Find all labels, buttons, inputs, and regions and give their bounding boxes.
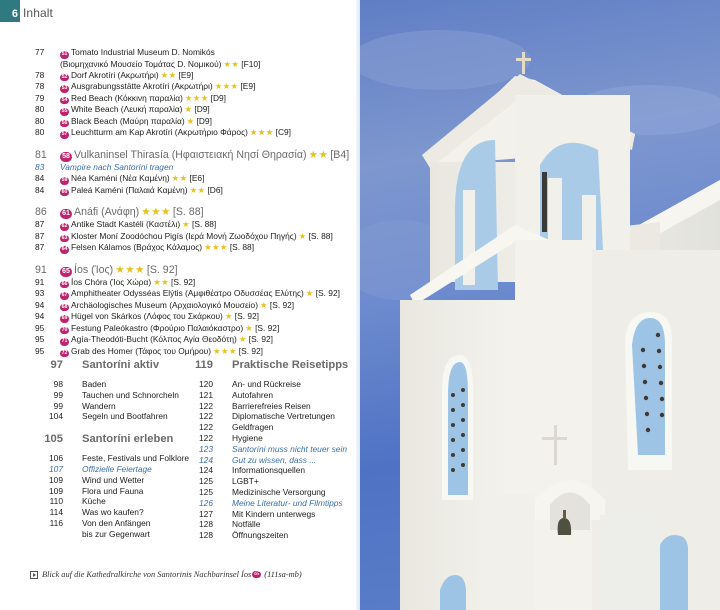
item-page-number: 122 <box>199 411 213 422</box>
sight-number-badge: 51 <box>61 51 68 57</box>
sight-number-badge: 69 <box>61 315 68 322</box>
chapter-item <box>185 422 355 433</box>
toc-page <box>0 0 356 610</box>
toc-entry-title: Amphitheater Odysséas Elýtis (Αμφιθέατρο Οδυσσέας Ελύτης) <box>71 288 304 299</box>
toc-entry-title: Kloster Moní Zoodóchou Pigís (Ιερά Μονή Ζωοδόχου Πηγής) <box>71 230 297 241</box>
caption-credit: (111sa-mb) <box>264 570 302 579</box>
toc-page-number: 94 <box>35 311 45 322</box>
church-bell-tower-illustration <box>360 0 720 610</box>
toc-entry <box>35 300 355 312</box>
map-grid-reference: [D9] <box>194 104 210 115</box>
toc-entry <box>35 81 355 93</box>
toc-page-number: 77 <box>35 47 45 57</box>
toc-entry-title: Ausgrabungsstätte Akrotíri (Ακρωτήρι) <box>71 81 213 92</box>
rating-stars-icon: ★★★ <box>213 345 237 356</box>
item-page-number: 124 <box>199 465 213 476</box>
map-grid-reference: [S. 92] <box>255 322 280 333</box>
sight-number-badge: 71 <box>61 338 68 345</box>
chapter-page-number: 97 <box>50 359 63 371</box>
toc-entry <box>35 185 355 197</box>
item-page-number: 123 <box>199 443 213 454</box>
sight-number-badge: 63 <box>61 234 68 241</box>
item-title: Diplomatische Vertretungen <box>232 411 335 422</box>
toc-entry <box>35 162 355 173</box>
toc-entry-title: Íos (Ίος) <box>74 263 114 276</box>
section-spacer <box>35 422 195 432</box>
toc-page-number: 79 <box>35 92 45 103</box>
toc-entry <box>35 277 355 289</box>
map-grid-reference: [F10] <box>241 58 261 69</box>
rating-stars-icon: ★ <box>186 115 195 126</box>
toc-page-number: 87 <box>35 242 45 253</box>
toc-entry-title: Vampire nach Santoríni tragen <box>60 161 174 172</box>
chapter-item <box>185 465 355 476</box>
toc-page-number: 84 <box>35 173 45 184</box>
toc-entry-title: (Βιομηχανικό Μουσείο Τομάτας D. Νομικού) <box>60 58 222 69</box>
toc-entry <box>35 334 355 346</box>
map-grid-reference: [S. 88] <box>192 219 217 230</box>
toc-entry-title: Felsen Kálamos (Βράχος Κάλαμος) <box>71 242 203 253</box>
rating-stars-icon: ★ <box>305 288 314 299</box>
page-number: 6 <box>11 8 18 20</box>
rating-stars-icon: ★ <box>184 104 193 115</box>
toc-page-number: 78 <box>35 69 45 80</box>
item-page-number: 124 <box>199 454 213 465</box>
toc-page-number: 95 <box>35 322 45 333</box>
rating-stars-icon: ★ <box>298 230 307 241</box>
toc-page-number: 80 <box>35 115 45 126</box>
map-grid-reference: [S. 92] <box>248 334 273 345</box>
map-grid-reference: [E9] <box>240 81 256 92</box>
toc-page-number: 95 <box>35 345 45 356</box>
toc-page-number: 87 <box>35 230 45 241</box>
item-title: Tauchen und Schnorcheln <box>82 389 179 400</box>
chapter-item <box>185 401 355 412</box>
toc-entry <box>35 242 355 254</box>
map-grid-reference: [S. 92] <box>269 299 295 310</box>
item-title: Meine Literatur- und Filmtipps <box>232 497 343 508</box>
chapter-item <box>35 390 195 401</box>
item-page-number: 106 <box>49 453 63 464</box>
toc-section-heading <box>35 263 355 277</box>
toc-entry-title: Tomato Industrial Museum D. Nomikós <box>71 47 215 57</box>
map-grid-reference: [D9] <box>210 92 226 103</box>
chapter-item <box>185 444 355 455</box>
sight-number-badge: 62 <box>61 223 68 230</box>
page-title: Inhalt <box>23 6 53 20</box>
map-grid-reference: [E9] <box>178 69 194 80</box>
chapter-item <box>185 498 355 509</box>
toc-page-number: 83 <box>35 161 45 172</box>
chapter-item <box>185 509 355 520</box>
chapter-item <box>35 464 195 475</box>
toc-column-left <box>35 358 195 540</box>
toc-entry-title: Black Beach (Μαύρη παραλία) <box>71 115 185 126</box>
item-title: Medizinische Versorgung <box>232 486 326 497</box>
item-title: Von den Anfängen <box>82 517 151 528</box>
item-page-number: 122 <box>199 400 213 411</box>
chapter-item <box>35 486 195 497</box>
item-page-number: 110 <box>49 496 63 507</box>
page-header <box>0 0 53 22</box>
rating-stars-icon: ★★★ <box>141 206 171 219</box>
toc-page-number: 87 <box>35 219 45 230</box>
toc-entry <box>35 47 355 59</box>
sight-number-badge: 60 <box>61 188 68 195</box>
item-page-number: 107 <box>49 463 63 474</box>
toc-page-number: 78 <box>35 81 45 92</box>
map-grid-reference: [S. 92] <box>234 311 259 322</box>
item-title: Segeln und Bootfahren <box>82 411 168 422</box>
rating-stars-icon: ★★★ <box>214 81 239 92</box>
toc-page-number: 86 <box>35 206 47 219</box>
rating-stars-icon: ★ <box>224 311 233 322</box>
item-title: LGBT+ <box>232 476 259 487</box>
chapter-item <box>35 507 195 518</box>
toc-page-number: 94 <box>35 299 45 310</box>
rating-stars-icon: ★★ <box>153 276 170 287</box>
toc-page-number: 80 <box>35 127 45 138</box>
toc-entry <box>35 70 355 82</box>
chapter-heading <box>35 432 195 446</box>
toc-entry <box>35 127 355 139</box>
item-page-number: 128 <box>199 530 213 541</box>
rating-stars-icon: ★★ <box>171 173 188 184</box>
map-grid-reference: [E6] <box>189 173 205 184</box>
chapter-page-number: 119 <box>194 359 213 371</box>
item-title: Öffnungszeiten <box>232 530 289 541</box>
toc-entry-title: Anáfi (Ανάφη) <box>74 206 140 219</box>
rating-stars-icon: ★★★ <box>204 242 228 253</box>
chapter-item <box>185 411 355 422</box>
chapter-item <box>35 496 195 507</box>
map-grid-reference: [S. 92] <box>171 276 196 287</box>
chapter-title: Santoríni erleben <box>82 433 174 446</box>
chapter-heading <box>35 358 195 372</box>
map-grid-reference: [S. 92] <box>146 263 178 276</box>
photo-arrow-icon <box>30 571 38 579</box>
map-grid-reference: [S. 88] <box>229 242 255 253</box>
chapter-item <box>185 455 355 466</box>
chapter-item <box>35 453 195 464</box>
map-grid-reference: [C9] <box>275 127 292 138</box>
toc-page-number: 95 <box>35 334 45 345</box>
chapter-title: Praktische Reisetipps <box>232 359 349 371</box>
chapter-item <box>35 475 195 486</box>
item-page-number: 125 <box>199 486 213 497</box>
toc-page-number: 93 <box>35 288 45 299</box>
chapter-item <box>185 476 355 487</box>
chapter-item <box>35 401 195 412</box>
toc-entry <box>35 93 355 105</box>
rating-stars-icon: ★★ <box>223 58 240 69</box>
sight-number-badge: 55 <box>61 108 68 115</box>
sight-number-badge: 72 <box>61 349 68 356</box>
item-page-number: 104 <box>49 411 63 422</box>
item-title: Barrierefreies Reisen <box>232 400 311 411</box>
map-grid-reference: [S. 92] <box>238 345 264 356</box>
map-grid-reference: [S. 88] <box>308 230 333 241</box>
sight-number-badge: 54 <box>61 96 68 103</box>
chapter-item <box>185 519 355 530</box>
sight-number-badge: 67 <box>61 292 68 299</box>
rating-stars-icon: ★★ <box>308 148 329 161</box>
item-page-number: 114 <box>49 507 63 518</box>
toc-entry-title: Leuchtturm am Kap Akrotíri (Ακρωτήριο Φάρος) <box>71 127 248 138</box>
toc-entry-title: Grab des Homer (Τάφος του Ομήρου) <box>71 345 212 356</box>
item-title: Baden <box>82 379 107 389</box>
item-title: Hygiene <box>232 432 263 443</box>
photo-caption <box>30 570 302 579</box>
header-color-tab <box>0 0 20 22</box>
item-page-number: 122 <box>199 422 213 433</box>
chapter-item <box>185 390 355 401</box>
item-page-number: 127 <box>199 508 213 519</box>
map-grid-reference: [S. 92] <box>315 288 340 299</box>
sight-number-badge: 58 <box>60 152 72 162</box>
item-title: Santoríni muss nicht teuer sein <box>232 443 347 454</box>
chapter-item <box>35 379 195 390</box>
item-title: Offizielle Feiertage <box>82 463 152 474</box>
toc-entry <box>35 311 355 323</box>
toc-page-number: 80 <box>35 104 45 115</box>
toc-entry <box>35 104 355 116</box>
toc-section-heading <box>35 205 355 219</box>
toc-page-number: 81 <box>35 148 47 161</box>
toc-column-right <box>185 358 355 541</box>
map-grid-reference: [S. 88] <box>172 206 204 219</box>
item-page-number: 120 <box>199 379 213 389</box>
item-title: Mit Kindern unterwegs <box>232 508 316 519</box>
toc-entry-title: Íos Chóra (Ίος Χώρα) <box>71 276 152 287</box>
map-grid-reference: [B4] <box>330 148 350 161</box>
item-page-number: 122 <box>199 432 213 443</box>
item-title: Was wo kaufen? <box>82 507 144 518</box>
toc-entry-title: Agía-Theodóti-Bucht (Κόλπος Αγία Θεοδότη) <box>71 334 237 345</box>
item-page-number: 126 <box>199 497 213 508</box>
chapter-item <box>35 518 195 529</box>
item-page-number: 109 <box>49 474 63 485</box>
item-title: Notfälle <box>232 519 261 530</box>
item-title: Wandern <box>82 400 116 411</box>
toc-entry <box>35 173 355 185</box>
sight-number-badge: 56 <box>61 119 68 126</box>
church-photo <box>360 0 720 610</box>
item-page-number: 128 <box>199 519 213 530</box>
toc-entry <box>35 219 355 231</box>
item-page-number: 121 <box>199 389 213 400</box>
toc-entry-title: Archäologisches Museum (Αρχαιολογικό Μουσείο) <box>71 299 258 310</box>
toc-page-number: 91 <box>35 276 45 287</box>
item-page-number: 109 <box>49 485 63 496</box>
sight-number-badge: 61 <box>60 209 72 219</box>
item-title: Wind und Wetter <box>82 474 145 485</box>
sight-number-badge: 66 <box>61 280 68 287</box>
item-title: Gut zu wissen, dass ... <box>232 454 317 465</box>
toc-entry <box>35 231 355 243</box>
chapter-item <box>35 529 195 540</box>
rating-stars-icon: ★ <box>260 299 268 310</box>
rating-stars-icon: ★ <box>238 334 247 345</box>
toc-entry-title: Festung Paleókastro (Φρούριο Παλαιόκαστρο) <box>71 322 244 333</box>
sight-number-badge: 52 <box>61 73 68 80</box>
sight-number-badge: 65 <box>60 267 72 277</box>
item-title: Flora und Fauna <box>82 485 144 496</box>
toc-entry-title: White Beach (Λευκή παραλία) <box>71 104 183 115</box>
sight-number-badge: 57 <box>61 131 68 138</box>
sight-number-badge: 53 <box>61 85 68 92</box>
rating-stars-icon: ★ <box>245 322 254 333</box>
toc-entry <box>35 59 355 70</box>
toc-entry-title: Paleá Kaméni (Παλαιά Καμένη) <box>71 184 188 195</box>
chapter-title: Santoríni aktiv <box>82 359 160 371</box>
sight-number-badge: 64 <box>61 246 68 253</box>
item-page-number: 116 <box>49 517 63 528</box>
item-title: An- und Rückreise <box>232 379 301 389</box>
item-title: Küche <box>82 496 106 507</box>
toc-entry-title: Dorf Akrotíri (Ακρωτήρι) <box>71 69 159 80</box>
item-page-number: 98 <box>53 379 63 389</box>
item-page-number: 125 <box>199 476 213 487</box>
toc-list <box>35 47 355 357</box>
rating-stars-icon: ★★ <box>160 69 177 80</box>
map-grid-reference: [D9] <box>196 115 212 126</box>
chapter-item <box>185 433 355 444</box>
chapter-item <box>35 411 195 422</box>
toc-entry <box>35 323 355 335</box>
item-page-number: 99 <box>53 389 63 400</box>
chapter-item <box>185 379 355 390</box>
toc-page-number: 84 <box>35 184 45 195</box>
item-title: Informationsquellen <box>232 465 306 476</box>
chapter-item <box>185 487 355 498</box>
map-grid-reference: [D6] <box>207 184 223 195</box>
sight-number-badge: 70 <box>61 326 68 333</box>
toc-entry <box>35 346 355 358</box>
item-title: Feste, Festivals und Folklore <box>82 453 190 464</box>
item-page-number: 99 <box>53 400 63 411</box>
toc-entry-title: Néa Kaméni (Νέα Καμένη) <box>71 173 170 184</box>
rating-stars-icon: ★★★ <box>249 127 274 138</box>
item-title: bis zur Gegenwart <box>82 528 150 539</box>
item-title: Geldfragen <box>232 422 274 433</box>
rating-stars-icon: ★ <box>182 219 191 230</box>
toc-entry-title: Hügel von Skárkos (Λόφος του Σκάρκου) <box>71 311 223 322</box>
caption-text: Blick auf die Kathedralkirche von Santorinis Nachbarinsel Íos <box>42 570 252 579</box>
toc-entry <box>35 116 355 128</box>
chapter-item <box>185 530 355 541</box>
toc-section-heading <box>35 148 355 162</box>
toc-entry-title: Antike Stadt Kastéli (Καστέλι) <box>71 219 181 230</box>
rating-stars-icon: ★★★ <box>184 92 209 103</box>
chapter-heading <box>185 358 355 372</box>
toc-page-number: 91 <box>35 263 47 276</box>
item-title: Autofahren <box>232 389 273 400</box>
caption-badge: 65 <box>254 570 260 577</box>
toc-entry <box>35 288 355 300</box>
sight-number-badge: 68 <box>61 303 68 310</box>
rating-stars-icon: ★★★ <box>115 263 145 276</box>
toc-entry-title: Red Beach (Κόκκινη παραλία) <box>71 92 183 103</box>
toc-entry-title: Vulkaninsel Thirasía (Ηφαιστειακή Νησί Θηρασία) <box>74 148 307 161</box>
chapter-page-number: 105 <box>44 433 63 446</box>
sight-number-badge: 59 <box>61 177 68 184</box>
rating-stars-icon: ★★ <box>189 184 206 195</box>
